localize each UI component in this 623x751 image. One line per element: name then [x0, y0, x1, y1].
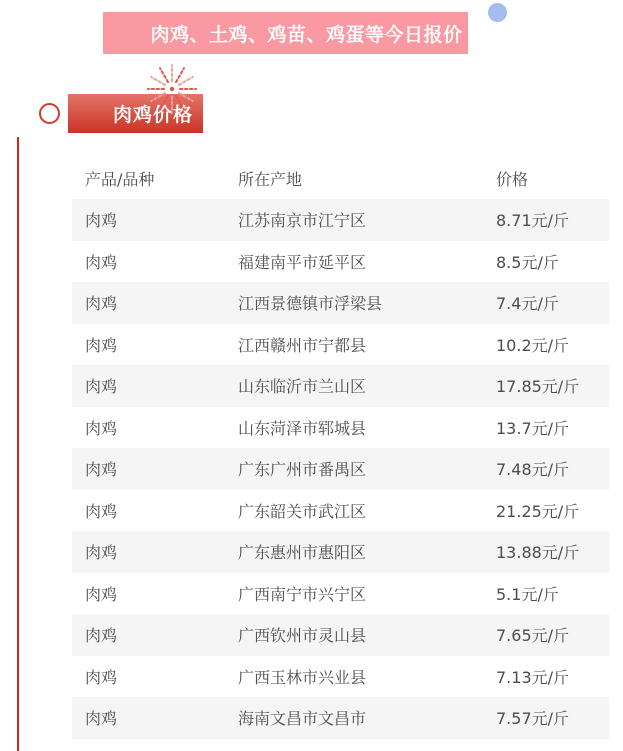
table-row: [72, 365, 609, 407]
cell-product: 肉鸡: [85, 335, 118, 355]
cell-price: 5.1元/斤: [496, 584, 559, 604]
circle-outline-decoration: [39, 103, 60, 124]
cell-origin: 广东广州市番禺区: [238, 460, 367, 480]
table-row: [72, 324, 609, 366]
cell-origin: 海南文昌市文昌市: [238, 709, 367, 729]
table-row: [72, 241, 609, 283]
cell-origin: 山东菏泽市郓城县: [238, 418, 367, 438]
cell-origin: 山东临沂市兰山区: [238, 377, 367, 397]
column-header-origin: 所在产地: [238, 169, 303, 189]
cell-origin: 广西南宁市兴宁区: [238, 584, 367, 604]
cell-origin: 江西赣州市宁都县: [238, 335, 367, 355]
red-accent-line: [17, 137, 19, 751]
cell-price: 21.25元/斤: [496, 501, 580, 521]
cell-price: 7.48元/斤: [496, 460, 570, 480]
price-table: [72, 157, 609, 739]
cell-product: 肉鸡: [85, 294, 118, 314]
blue-dot-decoration: [488, 3, 507, 22]
cell-origin: 广东韶关市武江区: [238, 501, 367, 521]
cell-origin: 江西景德镇市浮梁县: [238, 294, 383, 314]
table-row: [72, 199, 609, 241]
cell-origin: 江苏南京市江宁区: [238, 211, 367, 231]
table-header-row: [72, 157, 609, 199]
table-row: [72, 282, 609, 324]
cell-price: 7.4元/斤: [496, 294, 559, 314]
cell-price: 13.7元/斤: [496, 418, 570, 438]
cell-product: 肉鸡: [85, 377, 118, 397]
page-banner-text: 肉鸡、土鸡、鸡苗、鸡蛋等今日报价: [150, 23, 463, 46]
cell-product: 肉鸡: [85, 211, 118, 231]
table-row: [72, 531, 609, 573]
cell-price: 17.85元/斤: [496, 377, 580, 397]
cell-product: 肉鸡: [85, 709, 118, 729]
cell-origin: 广西钦州市灵山县: [238, 626, 367, 646]
column-header-product: 产品/品种: [85, 169, 155, 189]
table-row: [72, 573, 609, 615]
column-header-price: 价格: [496, 169, 529, 189]
cell-price: 10.2元/斤: [496, 335, 570, 355]
cell-origin: 福建南平市延平区: [238, 252, 367, 272]
firework-icon: [145, 62, 199, 116]
table-row: [72, 490, 609, 532]
cell-price: 7.65元/斤: [496, 626, 570, 646]
cell-price: 8.71元/斤: [496, 211, 570, 231]
cell-product: 肉鸡: [85, 667, 118, 687]
cell-product: 肉鸡: [85, 252, 118, 272]
cell-product: 肉鸡: [85, 460, 118, 480]
page-banner: [103, 12, 468, 54]
table-body: [72, 199, 609, 739]
table-row: [72, 448, 609, 490]
cell-price: 13.88元/斤: [496, 543, 580, 563]
table-row: [72, 407, 609, 449]
cell-product: 肉鸡: [85, 543, 118, 563]
table-row: [72, 656, 609, 698]
cell-origin: 广西玉林市兴业县: [238, 667, 367, 687]
table-row: [72, 614, 609, 656]
cell-price: 8.5元/斤: [496, 252, 559, 272]
cell-product: 肉鸡: [85, 626, 118, 646]
cell-price: 7.57元/斤: [496, 709, 570, 729]
cell-product: 肉鸡: [85, 501, 118, 521]
table-row: [72, 697, 609, 739]
cell-price: 7.13元/斤: [496, 667, 570, 687]
cell-product: 肉鸡: [85, 584, 118, 604]
section-title: 肉鸡价格: [112, 104, 193, 126]
cell-product: 肉鸡: [85, 418, 118, 438]
cell-origin: 广东惠州市惠阳区: [238, 543, 367, 563]
